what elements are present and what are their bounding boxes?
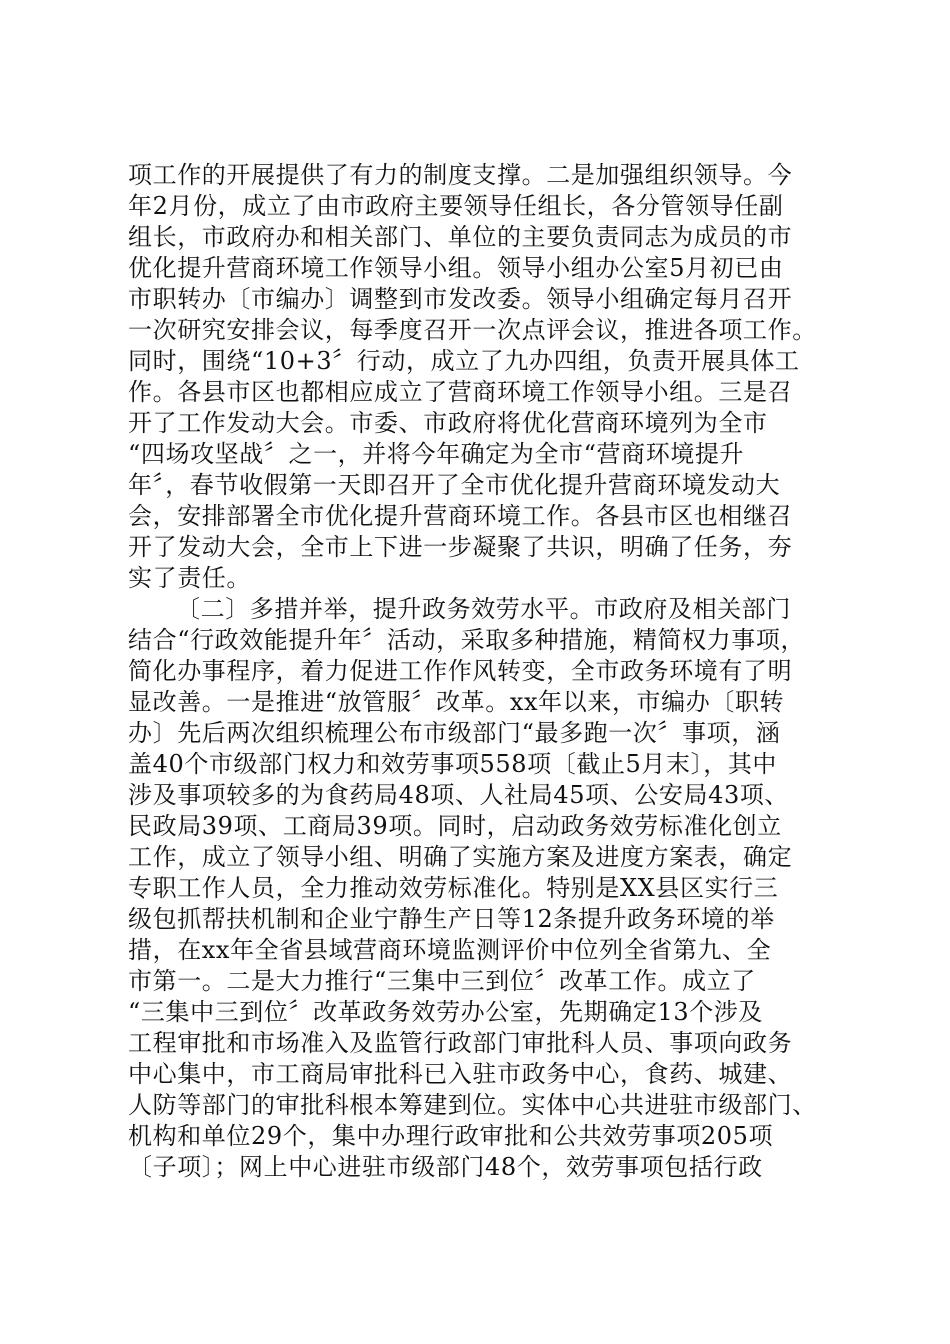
text-line: 办〕先后两次组织梳理公布市级部门“最多跑一次〞事项，涵	[128, 719, 781, 747]
text-line: 市职转办〔市编办〕调整到市发改委。领导小组确定每月召开	[128, 285, 793, 313]
text-line: 专职工作人员，全力推动效劳标准化。特别是XX县区实行三	[128, 874, 779, 902]
text-line: 实了责任。	[128, 564, 251, 592]
text-line: 涉及事项较多的为食药局48项、人社局45项、公安局43项、	[128, 781, 790, 809]
text-line: 显改善。一是推进“放管服〞改革。xx年以来，市编办〔职转	[128, 688, 785, 716]
text-line: 简化办事程序，着力促进工作作风转变，全市政务环境有了明	[128, 657, 793, 685]
body-text	[128, 160, 848, 1183]
text-line: 工作，成立了领导小组、明确了实施方案及进度方案表，确定	[128, 843, 793, 871]
text-line: 工程审批和市场准入及监管行政部门审批科人员、事项向政务	[128, 1029, 793, 1057]
text-line: 会，安排部署全市优化提升营商环境工作。各县市区也相继召	[128, 502, 793, 530]
text-line: 年2月份，成立了由市政府主要领导任组长，各分管领导任副	[128, 192, 784, 220]
text-line: “三集中三到位〞改革政务效劳办公室，先期确定13个涉及	[128, 998, 764, 1026]
text-line: 民政局39项、工商局39项。同时，启动政务效劳标准化创立	[128, 812, 782, 840]
text-line: “四场攻坚战〞之一，并将今年确定为全市“营商环境提升	[128, 440, 745, 468]
section-heading-line: 〔二〕多措并举，提升政务效劳水平。市政府及相关部门	[176, 595, 791, 623]
text-line: 开了发动大会，全市上下进一步凝聚了共识，明确了任务，夯	[128, 533, 793, 561]
text-line: 组长，市政府办和相关部门、单位的主要负责同志为成员的市	[128, 223, 793, 251]
text-line: 同时，围绕“10+3〞行动，成立了九办四组，负责开展具体工	[128, 347, 800, 375]
text-line: 作。各县市区也都相应成立了营商环境工作领导小组。三是召	[128, 378, 793, 406]
text-line: 机构和单位29个，集中办理行政审批和公共效劳事项205项	[128, 1122, 774, 1150]
text-line: 年〞，春节收假第一天即召开了全市优化提升营商环境发动大	[128, 471, 781, 499]
text-line: 中心集中，市工商局审批科已入驻市政务中心，食药、城建、	[128, 1060, 793, 1088]
text-line: 盖40个市级部门权力和效劳事项558项〔截止5月末〕，其中	[128, 750, 778, 778]
text-line: 措，在xx年全省县域营商环境监测评价中位列全省第九、全	[128, 936, 772, 964]
text-line: 人防等部门的审批科根本筹建到位。实体中心共进驻市级部门、	[128, 1091, 817, 1119]
text-line: 优化提升营商环境工作领导小组。领导小组办公室5月初已由	[128, 254, 784, 282]
text-line: 开了工作发动大会。市委、市政府将优化营商环境列为全市	[128, 409, 768, 437]
text-line: 一次研究安排会议，每季度召开一次点评会议，推进各项工作。	[128, 316, 817, 344]
text-line: 项工作的开展提供了有力的制度支撑。二是加强组织领导。今	[128, 161, 793, 189]
text-line: 〔子项〕；网上中心进驻市级部门48个，效劳事项包括行政	[128, 1153, 763, 1181]
text-line: 结合“行政效能提升年〞活动，采取多种措施，精简权力事项，	[128, 626, 806, 654]
text-line: 市第一。二是大力推行“三集中三到位〞改革工作。成立了	[128, 967, 756, 995]
text-line: 级包抓帮扶机制和企业宁静生产日等12条提升政务环境的举	[128, 905, 775, 933]
